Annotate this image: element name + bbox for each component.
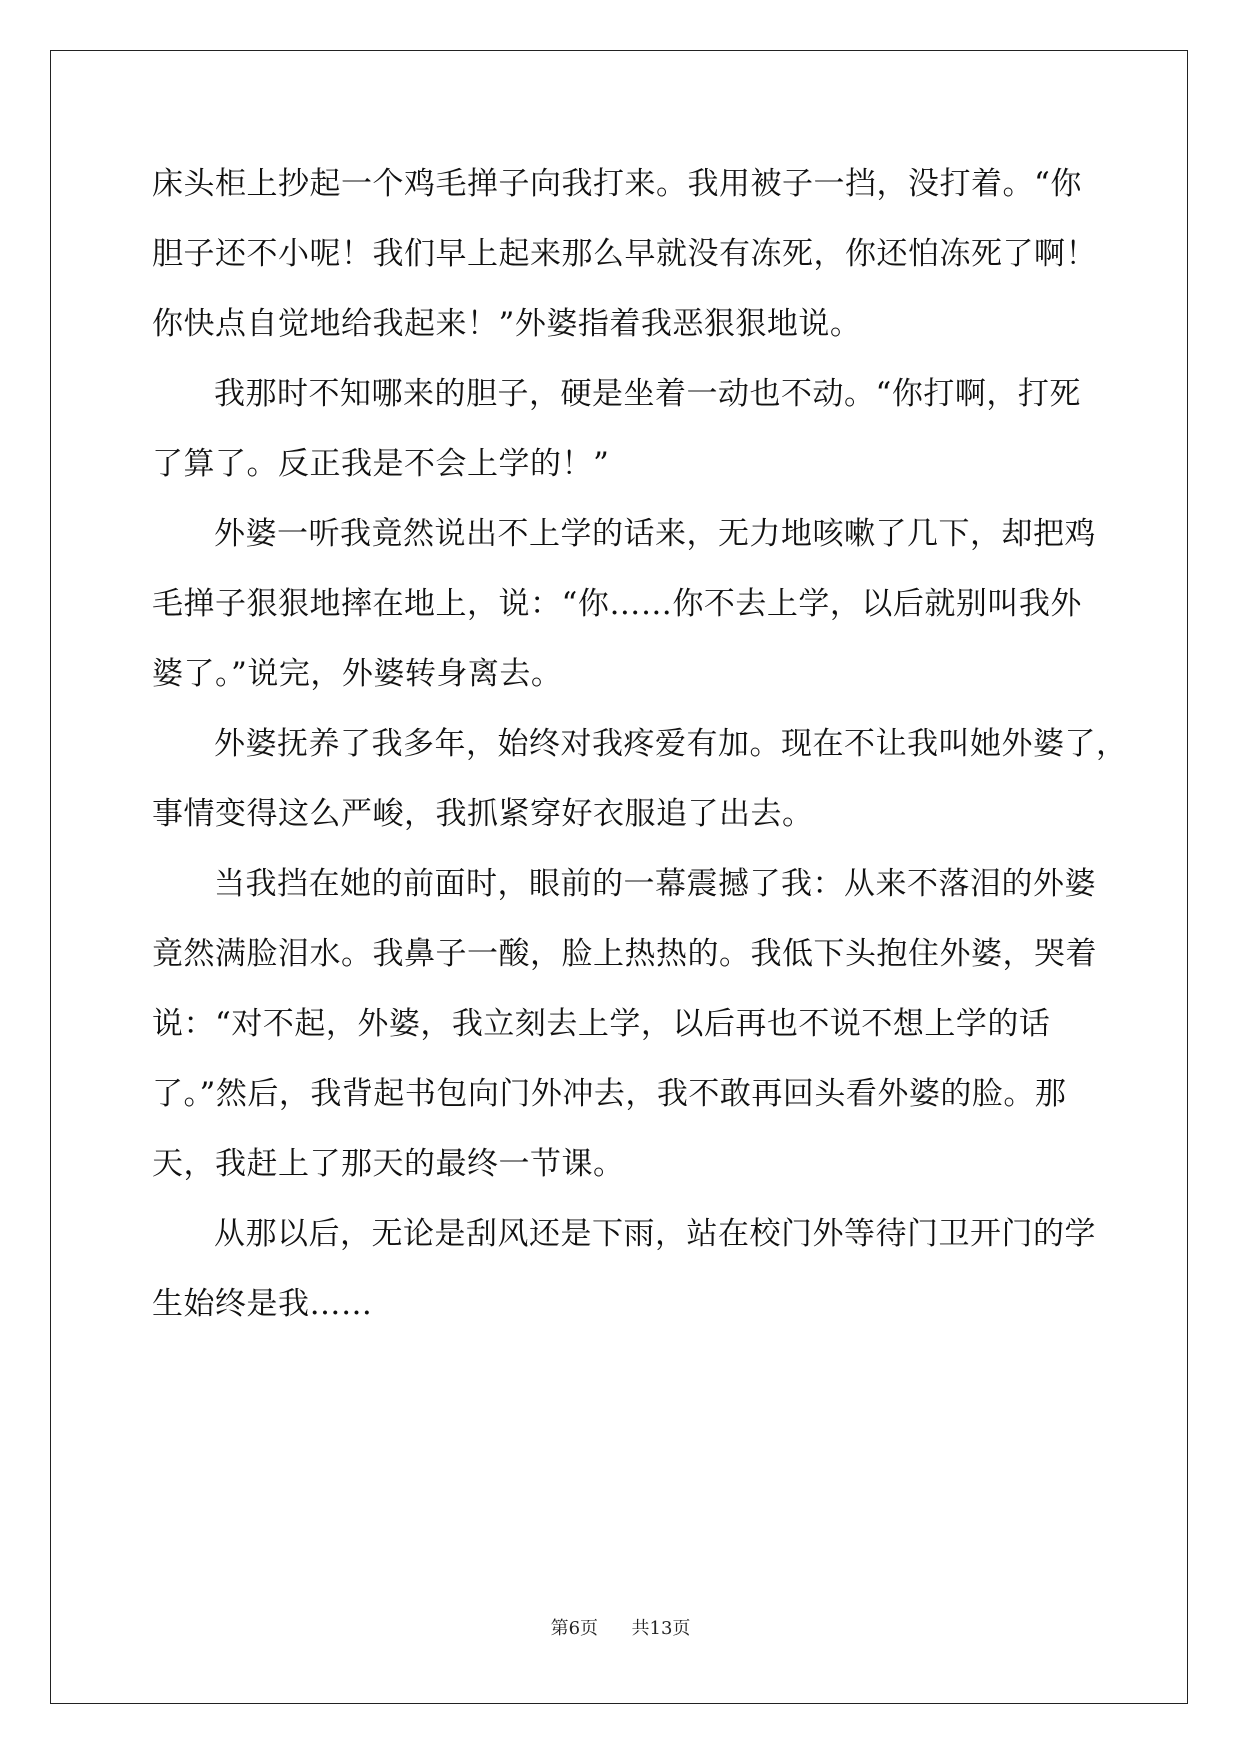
- page-footer: [0, 1614, 1241, 1640]
- text-line: 事情变得这么严峻，我抓紧穿好衣服追了出去。: [152, 796, 814, 832]
- text-line: 你快点自觉地给我起来！”外婆指着我恶狠狠地说。: [152, 306, 862, 342]
- text-line: 当我挡在她的前面时，眼前的一幕震撼了我：从来不落泪的外婆: [214, 866, 1096, 902]
- text-line: 婆了。”说完，外婆转身离去。: [152, 656, 563, 692]
- text-line: 床头柜上抄起一个鸡毛掸子向我打来。我用被子一挡，没打着。“你: [152, 166, 1082, 202]
- text-line: 竟然满脸泪水。我鼻子一酸，脸上热热的。我低下头抱住外婆，哭着: [152, 936, 1097, 972]
- page-number-total: 共13页: [631, 1618, 691, 1639]
- text-line: 生始终是我……: [152, 1286, 373, 1322]
- text-line: 我那时不知哪来的胆子，硬是坐着一动也不动。“你打啊，打死: [214, 376, 1081, 412]
- text-line: 从那以后，无论是刮风还是下雨，站在校门外等待门卫开门的学: [214, 1216, 1096, 1252]
- text-line: 了。”然后，我背起书包向门外冲去，我不敢再回头看外婆的脸。那: [152, 1076, 1067, 1112]
- text-line: 毛掸子狠狠地摔在地上，说：“你……你不去上学，以后就别叫我外: [152, 586, 1082, 622]
- text-line: 了算了。反正我是不会上学的！”: [152, 446, 610, 482]
- text-line: 外婆一听我竟然说出不上学的话来，无力地咳嗽了几下，却把鸡: [214, 516, 1096, 552]
- page-number-current: 第6页: [550, 1618, 599, 1639]
- text-line: 天，我赶上了那天的最终一节课。: [152, 1146, 625, 1182]
- text-line: 外婆抚养了我多年，始终对我疼爱有加。现在不让我叫她外婆了，: [214, 726, 1128, 762]
- text-line: 说：“对不起，外婆，我立刻去上学，以后再也不说不想上学的话: [152, 1006, 1051, 1042]
- text-line: 胆子还不小呢！我们早上起来那么早就没有冻死，你还怕冻死了啊！: [152, 236, 1097, 272]
